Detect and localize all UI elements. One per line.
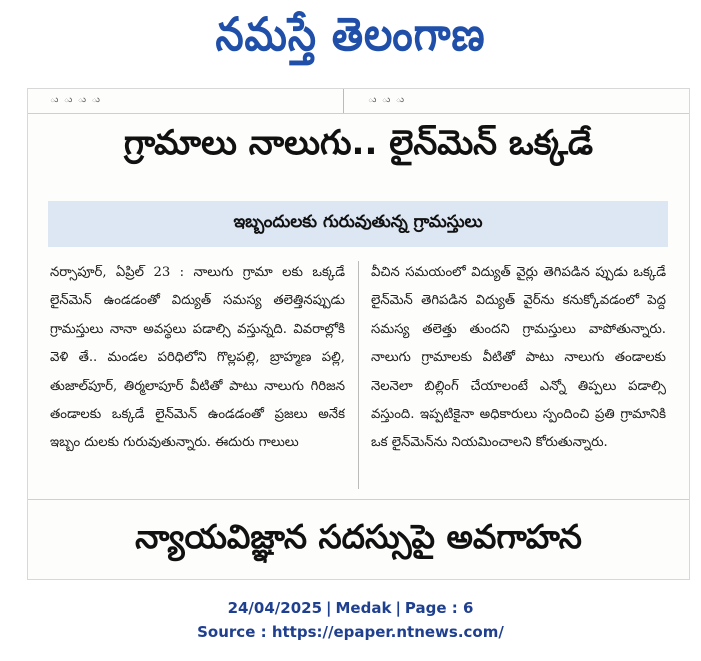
top-fragment-left: ు ు ు ు bbox=[50, 95, 103, 105]
clipping-top-strip bbox=[28, 89, 689, 114]
footer-edition: Medak bbox=[335, 599, 392, 617]
clipping-footer bbox=[0, 596, 701, 644]
article-headline: గ్రామాలు నాలుగు.. లైన్‌మెన్ ఒక్కడే bbox=[123, 123, 594, 163]
column-divider bbox=[358, 261, 359, 489]
masthead bbox=[0, 0, 701, 82]
top-fragment-right: ు ు ు bbox=[368, 95, 408, 105]
footer-source: Source : https://epaper.ntnews.com/ bbox=[197, 623, 504, 641]
footer-meta-line: 24/04/2025 | Medak | Page : 6 bbox=[227, 599, 474, 617]
column-divider-top bbox=[343, 89, 344, 113]
article-separator bbox=[28, 499, 689, 500]
article-subheadline: ఇబ్బందులకు గురువుతున్న గ్రామస్తులు bbox=[48, 201, 668, 247]
next-article-headline: న్యాయవిజ్ఞాన సదస్సుపై అవగాహన bbox=[135, 517, 582, 556]
footer-date: 24/04/2025 bbox=[227, 599, 323, 617]
news-clipping bbox=[27, 88, 690, 580]
article-column-right: వీచిన సమయంలో విద్యుత్ వైర్లు తెగిపడిన ప్పుడు ఒక్కడే లైన్‌మెన్ తెగిపడిన విద్యుత్ వైర్‌ను కనుక్కోవడంలో పెద్ద సమస్య తలెత్తు తుందని గ్రామస్తులు వాపోతున్నారు. నాలుగు గ్రామాలకు వీటితో పాటు నాలుగు తండాలకు నెలనెలా బిల్లింగ్ చేయాలంటే ఎన్నో తిప్పలు పడాల్సి వస్తుంది. ఇప్పటికైనా అధికారులు స్పందించి ప్రతి గ్రామానికి ఒక లైన్‌మెన్‌ను నియమించాలని కోరుతున్నారు. bbox=[371, 265, 666, 451]
newspaper-logo: నమస్తే తెలంగాణ bbox=[215, 8, 486, 62]
footer-page: Page : 6 bbox=[404, 599, 474, 617]
article-column-left: నర్సాపూర్, ఏప్రిల్ 23 : నాలుగు గ్రామా లకు ఒక్కడే లైన్‌మెన్ ఉండడంతో విద్యుత్ సమస్య తలెత్తినప్పుడు గ్రామస్తులు నానా అవస్థలు పడాల్సి వస్తున్నది. వివరాల్లోకి వెళి తే.. మండల పరిధిలోని గొల్లపల్లి, బ్రాహ్మణ పల్లి, తుజాల్‌పూర్, తిర్మలాపూర్ వీటితో పాటు నాలుగు గిరిజన తండాలకు ఒక్కడే లైన్‌మెన్ ఉండడంతో ప్రజలు అనేక ఇబ్బం దులకు గురువుతున్నారు. ఈదురు గాలులు bbox=[50, 265, 345, 451]
